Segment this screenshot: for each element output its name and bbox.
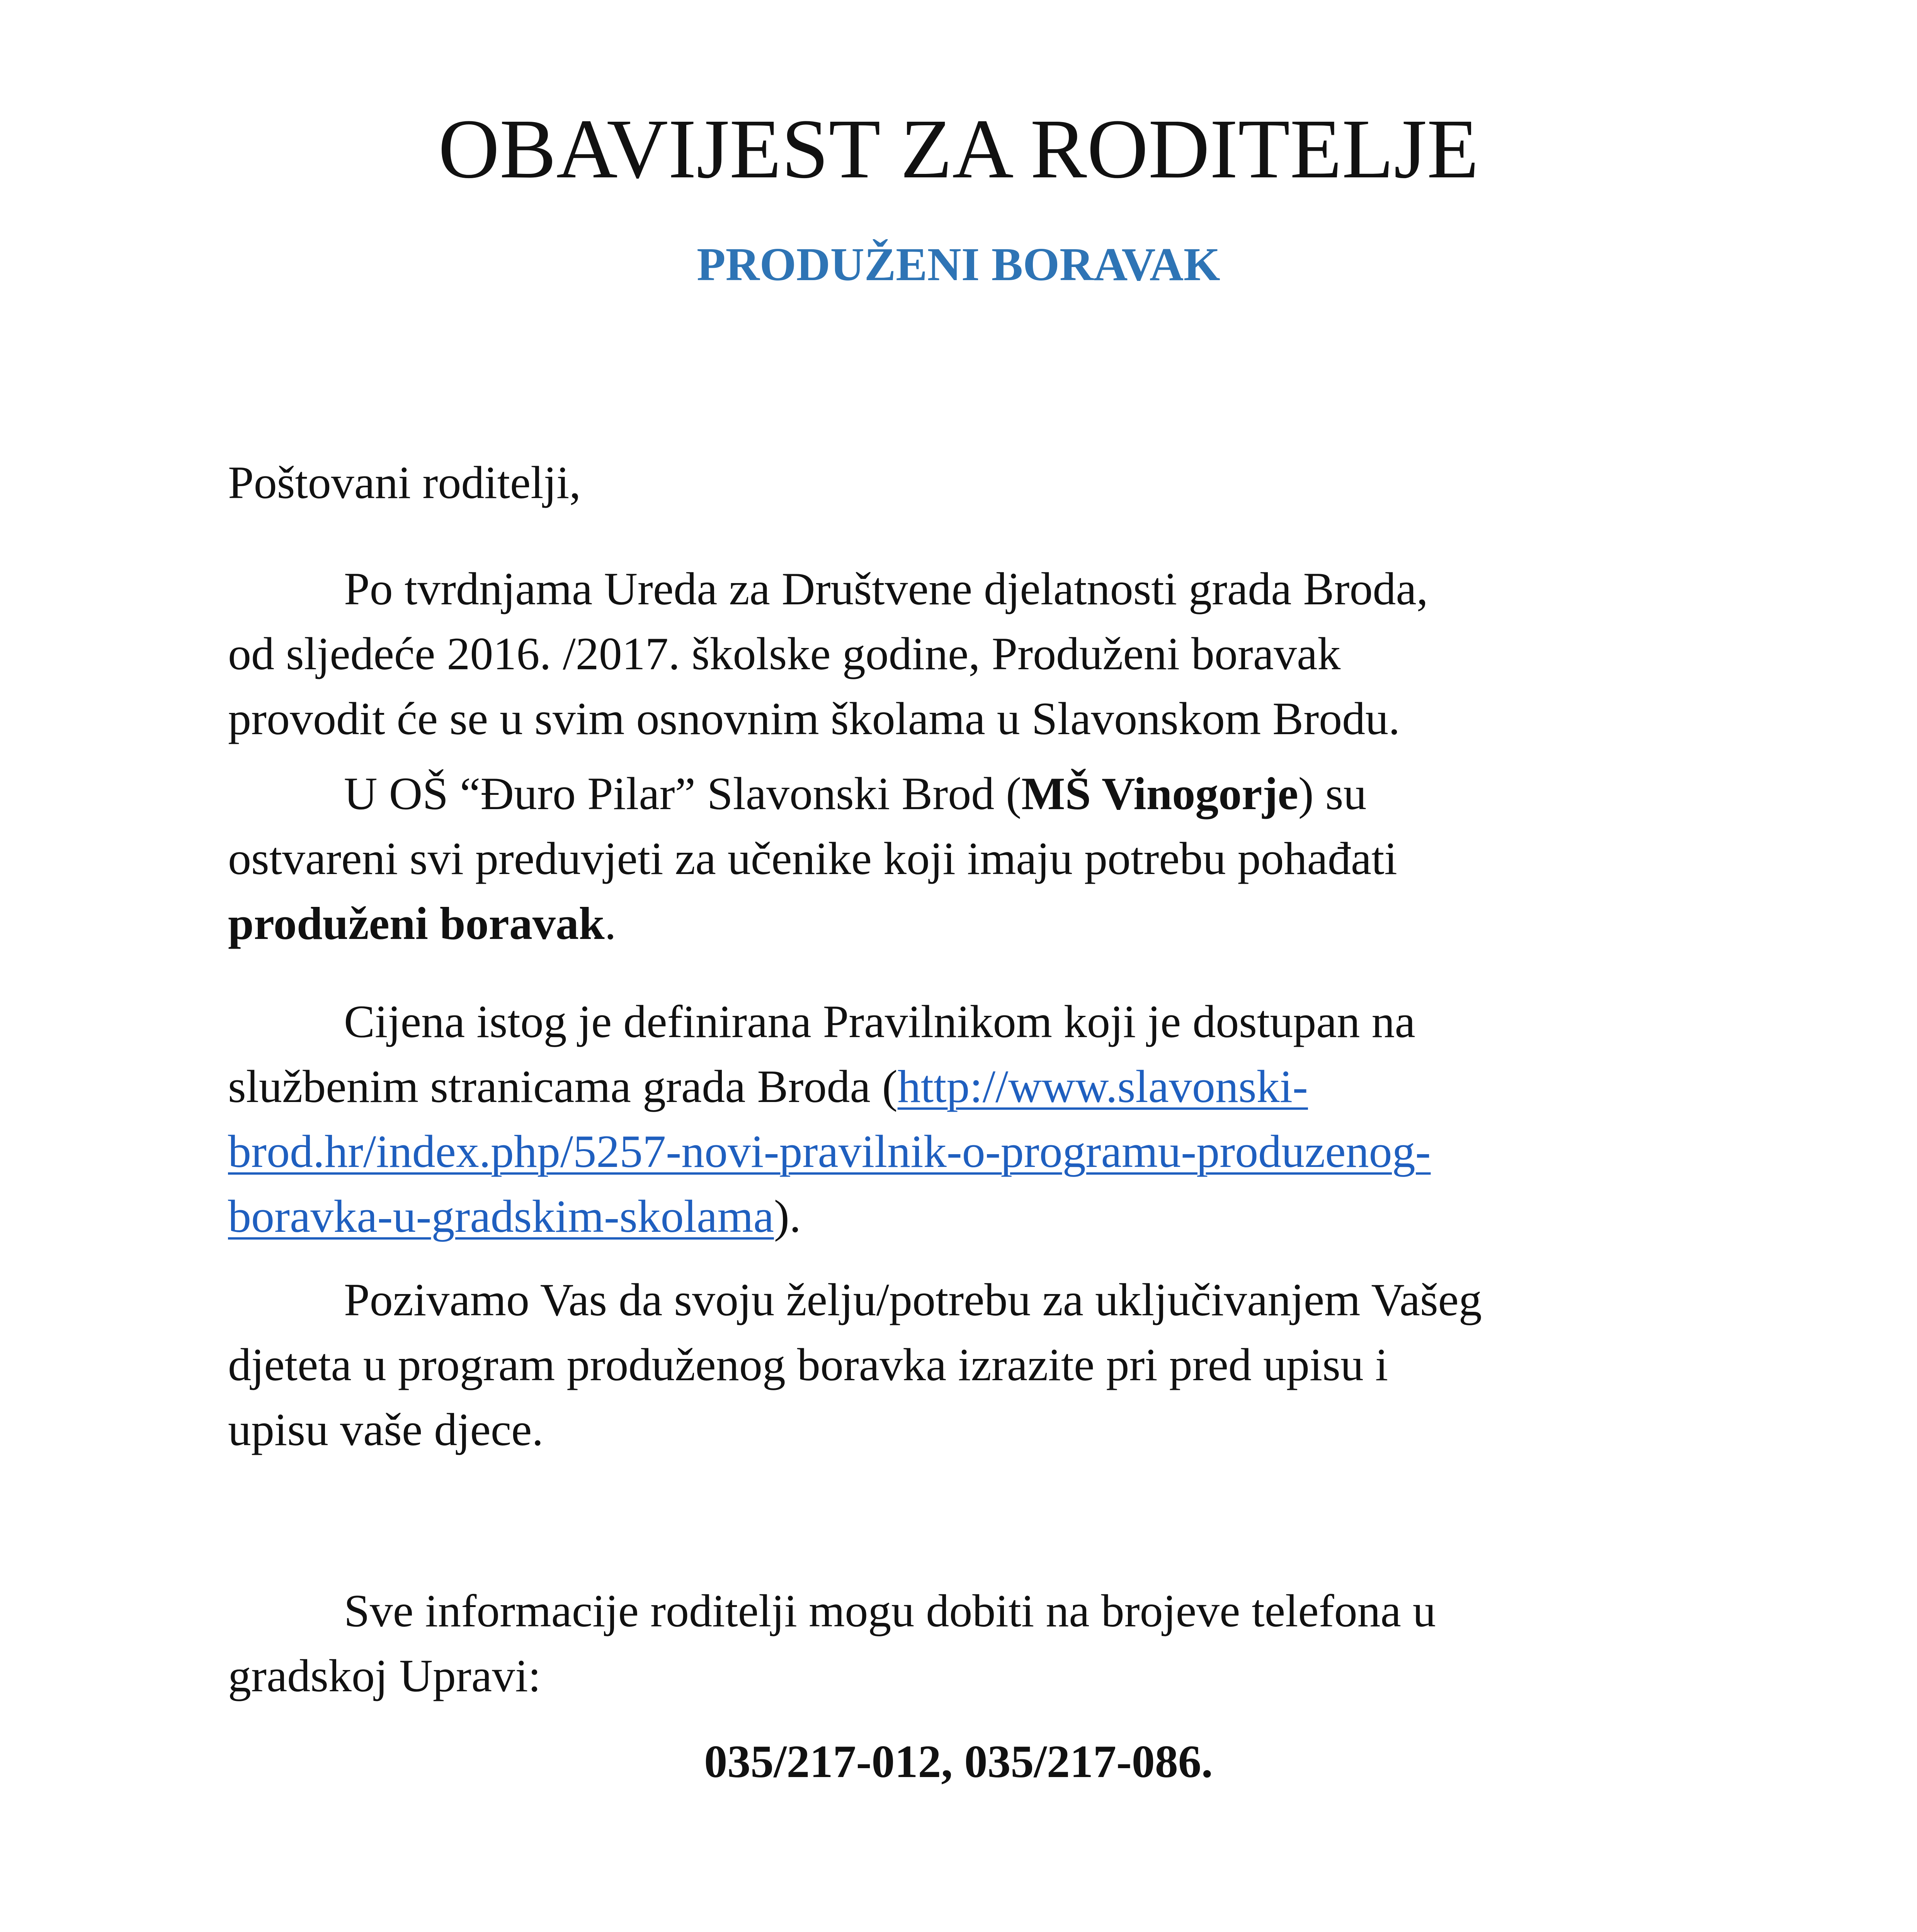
paragraph-5-line-1: Sve informacije roditelji mogu dobiti na brojeve telefona u xyxy=(344,1585,1436,1636)
greeting xyxy=(228,450,1704,515)
paragraph-5 xyxy=(228,1578,1704,1708)
school-name-bold: MŠ Vinogorje xyxy=(1021,768,1298,819)
paragraph-2-line-1-pre: U OŠ “Đuro Pilar” Slavonski Brod ( xyxy=(344,768,1022,819)
paragraph-1 xyxy=(228,556,1704,751)
paragraph-2-line-3-post: . xyxy=(604,898,616,949)
paragraph-5-line-2: gradskoj Upravi: xyxy=(228,1650,541,1701)
paragraph-4 xyxy=(228,1267,1704,1462)
regulation-link-part-2[interactable]: brod.hr/index.php/5257-novi-pravilnik-o-programu-produzenog- xyxy=(228,1126,1431,1177)
paragraph-2-line-2: ostvareni svi preduvjeti za učenike koji imaju potrebu pohađati xyxy=(228,833,1397,884)
paragraph-1-line-2: od sljedeće 2016. /2017. školske godine, Produženi boravak xyxy=(228,628,1341,679)
paragraph-3-line-2-pre: službenim stranicama grada Broda ( xyxy=(228,1061,898,1112)
document-title: OBAVIJEST ZA RODITELJE xyxy=(438,102,1479,196)
paragraph-3-line-4-post: ). xyxy=(774,1190,801,1242)
paragraph-3-line-3 xyxy=(228,1119,1704,1184)
greeting-text: Poštovani roditelji, xyxy=(228,457,581,508)
paragraph-3-line-1: Cijena istog je definirana Pravilnikom koji je dostupan na xyxy=(344,996,1415,1047)
paragraph-3-line-2 xyxy=(228,1054,1704,1119)
paragraph-3 xyxy=(228,989,1704,1249)
paragraph-3-line-4 xyxy=(228,1184,1704,1249)
paragraph-1-line-3: provodit će se u svim osnovnim školama u Slavonskom Brodu. xyxy=(228,693,1400,744)
phone-numbers: 035/217-012, 035/217-086. xyxy=(704,1736,1213,1787)
extended-stay-bold: produženi boravak xyxy=(228,898,605,949)
paragraph-4-line-3: upisu vaše djece. xyxy=(228,1404,544,1455)
document-subtitle: PRODUŽENI BORAVAK xyxy=(697,238,1220,291)
paragraph-2-line-1-post: ) su xyxy=(1298,768,1367,819)
paragraph-4-line-1: Pozivamo Vas da svoju želju/potrebu za uključivanjem Vašeg xyxy=(344,1274,1482,1325)
regulation-link-part-3[interactable]: boravka-u-gradskim-skolama xyxy=(228,1190,774,1242)
paragraph-2-line-3 xyxy=(228,891,1704,956)
regulation-link-part-1[interactable]: http://www.slavonski- xyxy=(897,1061,1308,1112)
paragraph-1-line-1: Po tvrdnjama Ureda za Društvene djelatnosti grada Broda, xyxy=(344,563,1428,614)
paragraph-2-line-1 xyxy=(228,761,1704,826)
paragraph-4-line-2: djeteta u program produženog boravka izrazite pri pred upisu i xyxy=(228,1339,1388,1390)
paragraph-2 xyxy=(228,761,1704,956)
